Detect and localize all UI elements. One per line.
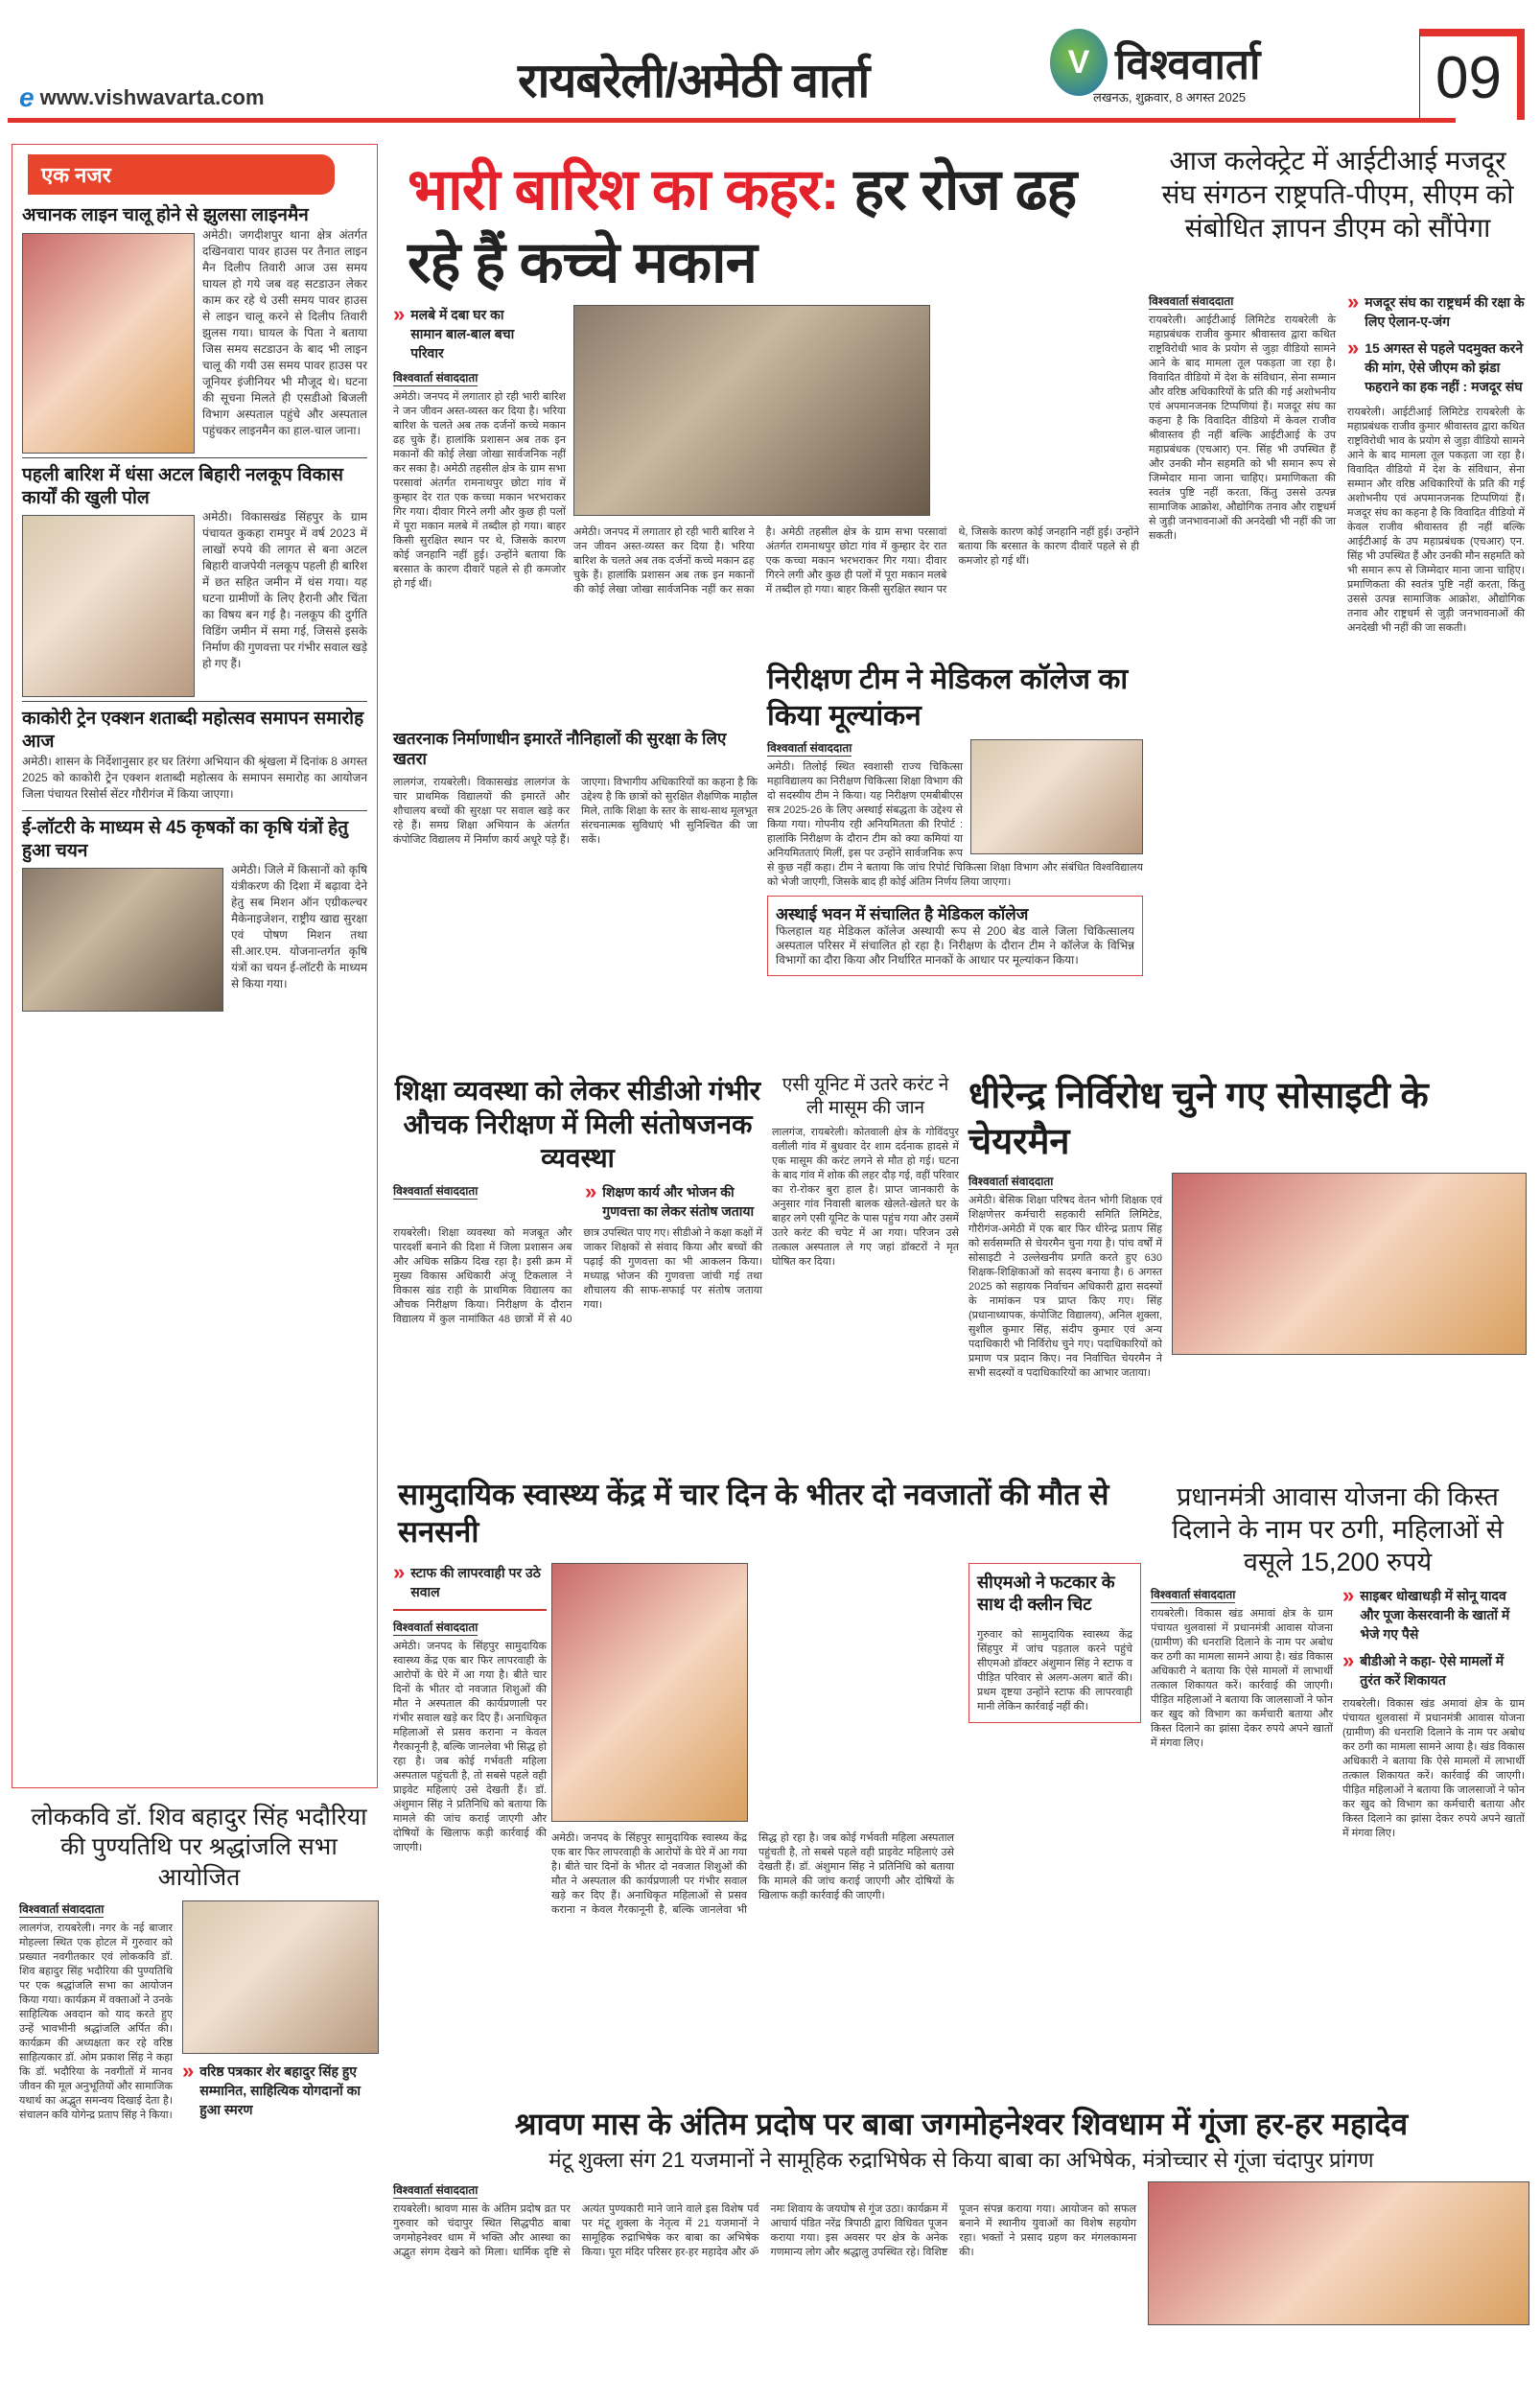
byline: विश्ववार्ता संवाददाता bbox=[19, 1901, 105, 1916]
society-headline: धीरेन्द्र निर्विरोध चुने गए सोसाइटी के चेयरमैन bbox=[968, 1076, 1429, 1162]
inset-title: अस्थाई भवन में संचालित है मेडिकल कॉलेज bbox=[776, 905, 1029, 923]
bullet-text: वरिष्ठ पत्रकार शेर बहादुर सिंह हुए सम्मानित, साहित्यिक योगदानों का हुआ स्मरण bbox=[199, 2063, 362, 2117]
website-url[interactable]: e www.vishwavarta.com bbox=[19, 82, 265, 112]
education-headline: शिक्षा व्यवस्था को लेकर सीडीओ गंभीर औचक निरीक्षण में मिली संतोषजनक व्यवस्था bbox=[394, 1076, 761, 1173]
news-photo bbox=[22, 233, 195, 454]
construction-headline: खतरनाक निर्माणाधीन इमारतें नौनिहालों की सुरक्षा के लिए खतरा bbox=[393, 730, 727, 769]
medical-section bbox=[767, 662, 1143, 976]
poet-headline: लोककवि डॉ. शिव बहादुर सिंह भदौरिया की पुण्यतिथि पर श्रद्धांजलि सभा आयोजित bbox=[31, 1804, 367, 1891]
issue-date: लखनऊ, शुक्रवार, 8 अगस्त 2025 bbox=[1093, 90, 1247, 105]
pmay-section bbox=[1151, 1481, 1525, 1841]
education-section bbox=[393, 1074, 762, 1327]
society-photo bbox=[1172, 1173, 1527, 1355]
sidebar-item bbox=[22, 701, 367, 803]
medical-body: अमेठी। तिलोई स्थित स्वशासी राज्य चिकित्सा महाविद्यालय का निरीक्षण चिकित्सा शिक्षा विभाग की दो सदस्यीय टीम ने किया। यह निरीक्षण एमबीबीएस सत्र 2025-26 के लिए अस्थाई संबद्धता के उद्देश्य से किया गया। गोपनीय रही अनियमितता की रिपोर्ट : हालांकि निरीक्षण के दौरान टीम को क्या कमियां या अनियमितताएं मिलीं, इस पर उन्होंने सार्वजनिक रूप से कुछ नहीं कहा। टीम ने बताया कि जांच रिपोर्ट चिकित्सा शिक्षा विभाग और संबंधित विश्वविद्यालय को भेजी जाएगी, जिसके बाद ही कोई अंतिम निर्णय लिया जाएगा। bbox=[767, 761, 1143, 888]
chevron-icon: » bbox=[1347, 290, 1360, 314]
iti-article bbox=[1149, 292, 1336, 544]
iti-headline: आज कलेक्ट्रेट में आईटीआई मजदूर संघ संगठन राष्ट्रपति-पीएम, सीएम को संबोधित ज्ञापन डीएम को सौंपेगा bbox=[1161, 146, 1514, 243]
medical-headline: निरीक्षण टीम ने मेडिकल कॉलेज का किया मूल्यांकन bbox=[767, 664, 1129, 732]
chevron-icon: » bbox=[585, 1179, 597, 1203]
ac-headline: एसी यूनिट में उतरे करंट ने ली मासूम की जान bbox=[782, 1075, 949, 1118]
medical-article bbox=[767, 739, 1143, 890]
iti-body-continued: रायबरेली। आईटीआई लिमिटेड रायबरेली के महाप्रबंधक राजीव कुमार श्रीवास्तव द्वारा कथित राष्ट्रविरोधी भाव के प्रयोग से जुड़ा वीडियो सामने आने के बाद मामला तूल पकड़ता जा रहा है। विवादित वीडियो में देश के संविधान, सेना सम्मान और वरिष्ठ अधिकारियों के प्रति की गई अशोभनीय एवं अपमानजनक टिप्पणियां हैं। मजदूर संघ का कहना है कि विवादित वीडियो में केवल राजीव श्रीवास्तव ही नहीं बल्कि आईटीआई के उप महाप्रबंधक (एचआर) एन. सिंह भी उपस्थित हैं और उनकी मौन सहमति को भी समान रूप से जिम्मेदार माना जाना चाहिए। प्रमाणिकता की स्वतंत्र पुष्टि नहीं करता, किंतु उससे उत्पन्न सामाजिक आक्रोश, औद्योगिक तनाव और राष्ट्रधर्म से जुड़ी जनभावनाओं की अनदेखी भी नहीं की जा सकती। bbox=[1347, 407, 1525, 634]
chevron-icon: » bbox=[1342, 1648, 1355, 1673]
lead-body: अमेठी। जनपद में लगातार हो रही भारी बारिश ने जन जीवन अस्त-व्यस्त कर दिया है। भरिया बारिश के चलते अब तक दर्जनों कच्चे मकान ढह चुके हैं। हालांकि प्रशासन अब तक इन मकानों की कोई लेखा जोखा सार्वजनिक नहीं कर सका है। अमेठी तहसील क्षेत्र के ग्राम सभा परसावां अंतर्गत रामनाथपुर छोटा गांव में कुम्हार देर रात एक कच्चा मकान भरभराकर गिर गया। दीवार गिरने लगी और कुछ ही पलों में पूरा मकान मलबे में तब्दील हो गया। बाहर किसी सुरक्षित स्थान पर थे, जिसके कारण कोई जनहानि नहीं हुई। उन्होंने बताया कि बरसात के कारण दीवारें पहले से ही कमजोर हो गई थीं। bbox=[393, 391, 566, 590]
byline: विश्ववार्ता संवाददाता bbox=[1151, 1588, 1236, 1602]
brand-name: विश्ववार्ता bbox=[1115, 41, 1261, 88]
bullet-text: बीडीओ ने कहा- ऐसे मामलों में तुरंत करें शिकायत bbox=[1360, 1653, 1505, 1689]
ek-nazar-sidebar bbox=[12, 144, 378, 1788]
browser-icon: e bbox=[19, 82, 35, 112]
lead-bullet bbox=[393, 302, 537, 362]
cmo-inset bbox=[968, 1563, 1141, 1723]
bullet-text: शिक्षण कार्य और भोजन की गुणवत्ता का लेकर संतोष जताया bbox=[602, 1184, 755, 1219]
society-article bbox=[968, 1173, 1527, 1381]
poet-body: लालगंज, रायबरेली। नगर के नई बाजार मोहल्ला स्थित एक होटल में गुरुवार को प्रख्यात नवगीतकार एवं लोककवि डॉ. शिव बहादुर सिंह भदौरिया की पुण्यतिथि पर एक श्रद्धांजलि सभा का आयोजन किया गया। कार्यक्रम में वक्ताओं ने उनके साहित्यिक अवदान को याद करते हुए उन्हें भावभीनी श्रद्धांजलि अर्पित की। कार्यक्रम की अध्यक्षता कर रहे वरिष्ठ साहित्यकार डॉ. ओम प्रकाश सिंह ने कहा कि डॉ. भदौरिया के नवगीतों में मानव जीवन की मूल अनुभूतियों और सामाजिक यथार्थ का अद्भुत समन्वय दिखाई देता है। संचालन कवि योगेन्द्र प्रताप सिंह ने किया। bbox=[19, 1922, 173, 2121]
lead-continued bbox=[573, 525, 1139, 597]
chc-article bbox=[393, 1560, 547, 1855]
chevron-icon: » bbox=[1342, 1583, 1355, 1608]
chc-continued bbox=[551, 1831, 954, 1918]
bullet-text: मजदूर संघ का राष्ट्रधर्म की रक्षा के लिए ऐलान-ए-जंग bbox=[1365, 294, 1525, 329]
society-section bbox=[968, 1074, 1527, 1381]
iti-bullet bbox=[1347, 338, 1525, 396]
construction-body: लालगंज, रायबरेली। विकासखंड लालगंज के चार प्राथमिक विद्यालयों की इमारतें और शौचालय बच्चों की सुरक्षा पर सवाल खड़े कर रहे हैं। समग्र शिक्षा अभियान के अंतर्गत कंपोजिट विद्यालय में निर्माण कार्य अधूरे पड़े हैं। जाएगा। विभागीय अधिकारियों का कहना है कि उद्देश्य है कि छात्रों को सुरक्षित शैक्षणिक माहौल मिले, ताकि शिक्षा के स्तर के साथ-साथ मूलभूत संरचनात्मक सुविधाएं भी सुनिश्चित की जा सकें। bbox=[393, 776, 758, 846]
section-title: रायबरेली/अमेठी वार्ता bbox=[518, 54, 870, 107]
shravan-body: रायबरेली। श्रावण मास के अंतिम प्रदोष व्रत पर गुरुवार को चंदापुर स्थित सिद्धपीठ बाबा जगमोहनेश्वर धाम में भक्ति और आस्था का अद्भुत संगम देखने को मिला। धार्मिक दृष्टि से अत्यंत पुण्यकारी माने जाने वाले इस विशेष पर्व पर मंटू शुक्ला के नेतृत्व में 21 यजमानों ने सामूहिक रुद्राभिषेक कर बाबा का अभिषेक किया। पूरा मंदिर परिसर हर-हर महादेव और ॐ नमः शिवाय के जयघोष से गूंज उठा। कार्यक्रम में आचार्य पंडित नरेंद्र त्रिपाठी द्वारा विधिवत पूजन कराया गया। इस अवसर पर क्षेत्र के अनेक गणमान्य लोग और श्रद्धालु उपस्थित रहे। विशिष्ट पूजन संपन्न कराया गया। आयोजन को सफल बनाने में स्थानीय युवाओं का विशेष सहयोग रहा। भक्तों ने प्रसाद ग्रहण कर मंगलकामना की। bbox=[393, 2203, 1136, 2258]
sidebar-item-body: अमेठी। विकासखंड सिंहपुर के ग्राम पंचायत कुकहा रामपुर में वर्ष 2023 में लाखों रुपये की लागत से बना अटल बिहारी वाजपेयी नलकूप पहली ही बारिश में छत सहित जमीन में धंस गया। यह घटना ग्रामीणों के लिए हैरानी और चिंता का विषय बन गई है। नलकूप की दुर्गति विडिंग जमीन में समा गई, जिससे इसके निर्माण की गुणवत्ता पर गंभीर सवाल खड़े हो गए हैं। bbox=[202, 510, 367, 671]
chevron-icon: » bbox=[1347, 336, 1360, 360]
sidebar-tag: एक नजर bbox=[28, 154, 335, 195]
byline: विश्ववार्ता संवाददाता bbox=[393, 1184, 478, 1198]
lead-body-continued: अमेठी। जनपद में लगातार हो रही भारी बारिश ने जन जीवन अस्त-व्यस्त कर दिया है। भरिया बारिश के चलते अब तक दर्जनों कच्चे मकान ढह चुके हैं। हालांकि प्रशासन अब तक इन मकानों की कोई लेखा जोखा सार्वजनिक नहीं कर सका है। अमेठी तहसील क्षेत्र के ग्राम सभा परसावां अंतर्गत रामनाथपुर छोटा गांव में कुम्हार देर रात एक कच्चा मकान भरभराकर गिर गया। दीवार गिरने लगी और कुछ ही पलों में पूरा मकान मलबे में तब्दील हो गया। बाहर किसी सुरक्षित स्थान पर थे, जिसके कारण कोई जनहानि नहीं हुई। उन्होंने बताया कि बरसात के कारण दीवारें पहले से ही कमजोर हो गई थीं। bbox=[573, 526, 1139, 595]
chc-bullet bbox=[393, 1560, 547, 1601]
inset-body: फिलहाल यह मेडिकल कॉलेज अस्थायी रूप से 200 बेड वाले जिला चिकित्सालय अस्पताल परिसर में संचालित हो रहा है। निरीक्षण के दौरान टीम ने कॉलेज के विभिन्न विभागों का दौरा किया और निर्धारित मानकों के आधार पर मूल्यांकन किया। bbox=[776, 924, 1134, 967]
society-body: अमेठी। बेसिक शिक्षा परिषद वेतन भोगी शिक्षक एवं शिक्षणेत्तर कर्मचारी सहकारी समिति लिमिटेड, गौरीगंज-अमेठी में एक बार फिर धीरेन्द्र प्रताप सिंह को सर्वसम्मति से चेयरमैन चुना गया है। पांच वर्षों में सोसाइटी ने उल्लेखनीय प्रगति करते हुए 630 शिक्षक-शिक्षिकाओं को सदस्य बनाया है। 6 अगस्त 2025 को सहायक निर्वाचन अधिकारी द्वारा सदस्यों के नामांकन पत्र प्राप्त किए गए। सिंह (प्रधानाध्यापक, कंपोजिट विद्यालय), अनिल शुक्ला, सुशील कुमार सिंह, संदीप कुमार एवं अन्य पदाधिकारी भी निर्विरोध चुने गए। पदाधिकारियों को प्रमाण पत्र प्रदान किए। नव निर्वाचित चेयरमैन ने सभी सदस्यों व पदाधिकारियों का आभार जताया। bbox=[968, 1195, 1162, 1379]
bullet-text: 15 अगस्त से पहले पदमुक्त करने की मांग, ऐसे जीएम को झंडा फहराने का हक नहीं : मजदूर संघ bbox=[1365, 340, 1524, 394]
byline: विश्ववार्ता संवाददाता bbox=[393, 2182, 478, 2197]
sidebar-item-title: ई-लॉटरी के माध्यम से 45 कृषकों का कृषि यंत्रों हेतु हुआ चयन bbox=[22, 817, 349, 861]
iti-body: रायबरेली। आईटीआई लिमिटेड रायबरेली के महाप्रबंधक राजीव कुमार श्रीवास्तव द्वारा कथित राष्ट्रविरोधी भाव के प्रयोग से जुड़ा वीडियो सामने आने के बाद मामला तूल पकड़ता जा रहा है। विवादित वीडियो में देश के संविधान, सेना सम्मान और वरिष्ठ अधिकारियों के प्रति की गई अशोभनीय एवं अपमानजनक टिप्पणियां हैं। मजदूर संघ का कहना है कि विवादित वीडियो में केवल राजीव श्रीवास्तव ही नहीं बल्कि आईटीआई के उप महाप्रबंधक (एचआर) एन. सिंह भी उपस्थित हैं और उनकी मौन सहमति को भी समान रूप से जिम्मेदार माना जाना चाहिए। प्रमाणिकता की स्वतंत्र पुष्टि नहीं करता, किंतु उससे उत्पन्न सामाजिक आक्रोश, औद्योगिक तनाव और राष्ट्रधर्म से जुड़ी जनभावनाओं की अनदेखी भी नहीं की जा सकती। bbox=[1149, 315, 1336, 542]
news-photo bbox=[22, 515, 195, 697]
sidebar-item-title: अचानक लाइन चालू होने से झुलसा लाइनमैन bbox=[22, 205, 309, 225]
bullet-text: साइबर धोखाधड़ी में सोनू यादव और पूजा केसरवानी के खातों में भेजे गए पैसे bbox=[1360, 1588, 1510, 1643]
chc-headline: सामुदायिक स्वास्थ्य केंद्र में चार दिन के भीतर दो नवजातों की मौत से सनसनी bbox=[398, 1478, 1109, 1549]
header-divider bbox=[8, 118, 1456, 123]
sidebar-item-body: अमेठी। जिले में किसानों को कृषि यंत्रीकरण की दिशा में बढ़ावा देने हेतु सब मिशन ऑन एग्रीकल्चर मैकेनाइजेशन, राष्ट्रीय खाद्य सुरक्षा एवं पोषण मिशन तथा सी.आर.एम. योजनान्तर्गत कृषि यंत्रों का चयन ई-लॉटरी के माध्यम से किया गया। bbox=[231, 863, 367, 991]
news-photo bbox=[22, 868, 223, 1012]
pmay-bullet bbox=[1342, 1648, 1525, 1690]
shravan-subheadline: मंटू शुक्ला संग 21 यजमानों ने सामूहिक रुद्राभिषेक से किया बाबा का अभिषेक, मंत्रोच्चार से गूंजा चंदापुर प्रांगण bbox=[548, 2148, 1374, 2172]
lead-article bbox=[393, 369, 566, 592]
lead-headline-black: हर रोज ढह रहे हैं कच्चे मकान bbox=[408, 157, 1077, 294]
lead-headline-red: भारी बारिश का कहर: bbox=[408, 157, 839, 221]
chc-body: अमेठी। जनपद के सिंहपुर सामुदायिक स्वास्थ्य केंद्र एक बार फिर लापरवाही के आरोपों के घेरे में आ गया है। बीते चार दिनों के भीतर दो नवजात शिशुओं की मौत ने अस्पताल की कार्यप्रणाली पर गंभीर सवाल खड़े कर दिए हैं। अनाधिकृत महिलाओं से प्रसव कराना न केवल गैरकानूनी है, बल्कि जानलेवा भी सिद्ध हो रहा है। जब कोई गर्भवती महिला अस्पताल पहुंचती है, तो सबसे पहले वही प्राइवेट महिलाएं उसे देखती हैं। डॉ. अंशुमान सिंह ने प्रतिनिधि को बताया कि मामले की जांच कराई जाएगी और दोषियों के खिलाफ कड़ी कार्रवाई की जाएगी। bbox=[393, 1641, 547, 1853]
page-number: 09 bbox=[1419, 29, 1525, 120]
sidebar-item bbox=[22, 457, 367, 673]
sidebar-item bbox=[22, 810, 367, 993]
byline: विश्ववार्ता संवाददाता bbox=[767, 741, 852, 755]
byline: विश्ववार्ता संवाददाता bbox=[393, 1620, 478, 1634]
iti-bullet bbox=[1347, 292, 1525, 331]
sidebar-item-title: पहली बारिश में धंसा अटल बिहारी नलकूप विकास कार्यों की खुली पोल bbox=[22, 464, 343, 508]
sidebar-item-body: अमेठी। शासन के निर्देशानुसार हर घर तिरंगा अभियान की श्रृंखला में दिनांक 8 अगस्त 2025 को काकोरी ट्रेन एक्शन शताब्दी महोत्सव के समापन समारोह का आयोजन जिला पंचायत रिसोर्स सेंटर गौरीगंज में किया जाएगा। bbox=[22, 754, 367, 801]
lead-photo bbox=[573, 305, 930, 516]
shravan-section bbox=[393, 2105, 1529, 2325]
inset-title: सीएमओ ने फटकार के साथ दी क्लीन चिट bbox=[977, 1573, 1115, 1614]
poet-article bbox=[19, 1900, 173, 2123]
pmay-headline: प्रधानमंत्री आवास योजना की किस्त दिलाने के नाम पर ठगी, महिलाओं से वसूले 15,200 रुपये bbox=[1172, 1482, 1504, 1576]
chc-body-continued: अमेठी। जनपद के सिंहपुर सामुदायिक स्वास्थ्य केंद्र एक बार फिर लापरवाही के आरोपों के घेरे में आ गया है। बीते चार दिनों के भीतर दो नवजात शिशुओं की मौत ने अस्पताल की कार्यप्रणाली पर गंभीर सवाल खड़े कर दिए हैं। अनाधिकृत महिलाओं से प्रसव कराना न केवल गैरकानूनी है, बल्कि जानलेवा भी सिद्ध हो रहा है। जब कोई गर्भवती महिला अस्पताल पहुंचती है, तो सबसे पहले वही प्राइवेट महिलाएं उसे देखती हैं। डॉ. अंशुमान सिंह ने प्रतिनिधि को बताया कि मामले की जांच कराई जाएगी और दोषियों के खिलाफ कड़ी कार्रवाई की जाएगी। bbox=[551, 1832, 954, 1916]
sidebar-item-title: काकोरी ट्रेन एक्शन शताब्दी महोत्सव समापन समारोह आज bbox=[22, 709, 364, 752]
shravan-headline: श्रावण मास के अंतिम प्रदोष पर बाबा जगमोहनेश्वर शिवधाम में गूंजा हर-हर महादेव bbox=[514, 2107, 1409, 2141]
poet-photo bbox=[182, 1900, 379, 2054]
medical-photo bbox=[970, 739, 1143, 854]
brand-logo bbox=[1050, 29, 1260, 96]
ac-article bbox=[772, 1074, 959, 1270]
bullet-text: स्टाफ की लापरवाही पर उठे सवाल bbox=[410, 1565, 541, 1599]
lead-headline-text bbox=[408, 157, 1076, 294]
pmay-body: रायबरेली। विकास खंड अमावां क्षेत्र के ग्राम पंचायत थुलवासां में प्रधानमंत्री आवास योजना (ग्रामीण) की धनराशि दिलाने के नाम पर अबोध कर ठगी का मामला सामने आया है। खंड विकास अधिकारी ने बताया कि ऐसे मामलों में लाभार्थी तत्काल शिकायत करें। कार्रवाई की जाएगी। पीड़ित महिलाओं ने बताया कि जालसाजों ने फोन कर खुद को विभाग का कर्मचारी बताया और किस्त दिलाने का झांसा देकर रुपये अपने खातों में मंगवा लिए। bbox=[1151, 1608, 1333, 1750]
bullet-text: मलबे में दबा घर का सामान बाल-बाल बचा परिवार bbox=[410, 307, 515, 361]
poet-bullet bbox=[182, 2058, 379, 2119]
medical-inset bbox=[767, 896, 1143, 976]
ac-body: लालगंज, रायबरेली। कोतवाली क्षेत्र के गोविंदपुर वलीली गांव में बुधवार देर शाम दर्दनाक हादसे में एक मासूम की करंट लगने से मौत हो गई। घटना के बाद गांव में शोक की लहर दौड़ गई, वहीं परिवार का रो-रोकर बुरा हाल है। प्राप्त जानकारी के अनुसार गांव निवासी बालक खेलते-खेलते घर के बाहर लगे एसी यूनिट के पास पहुंच गया और उसमें उतरे करंट की चपेट में आ गया। परिजन उसे तत्काल अस्पताल ले गए जहां डॉक्टरों ने मृत घोषित कर दिया। bbox=[772, 1126, 959, 1268]
iti-bullets bbox=[1347, 292, 1525, 636]
lead-headline bbox=[408, 153, 1136, 299]
pmay-body-continued: रायबरेली। विकास खंड अमावां क्षेत्र के ग्राम पंचायत थुलवासां में प्रधानमंत्री आवास योजना (ग्रामीण) की धनराशि दिलाने के नाम पर अबोध कर ठगी का मामला सामने आया है। खंड विकास अधिकारी ने बताया कि ऐसे मामलों में लाभार्थी तत्काल शिकायत करें। कार्रवाई की जाएगी। पीड़ित महिलाओं ने बताया कि जालसाजों ने फोन कर खुद को विभाग का कर्मचारी बताया और किस्त दिलाने का झांसा देकर रुपये अपने खातों में मंगवा लिए। bbox=[1342, 1698, 1525, 1840]
chevron-icon: » bbox=[393, 1560, 406, 1584]
byline: विश्ववार्ता संवाददाता bbox=[393, 371, 478, 385]
byline: विश्ववार्ता संवाददाता bbox=[968, 1175, 1054, 1188]
poet-section bbox=[19, 1803, 379, 2123]
pmay-bullets bbox=[1342, 1583, 1525, 1841]
shravan-article bbox=[393, 2181, 1136, 2325]
chevron-icon: » bbox=[182, 2058, 195, 2083]
divider bbox=[393, 1609, 547, 1611]
inset-body: गुरुवार को सामुदायिक स्वास्थ्य केंद्र सिंहपुर में जांच पड़ताल करने पहुंचे सीएमओ डॉक्टर अंशुमान सिंह ने स्टाफ व पीड़ित परिवार से अलग-अलग बातें की। प्रथम दृष्टया उन्होंने स्टाफ की लापरवाही मानी लेकिन कार्रवाई नहीं की। bbox=[977, 1629, 1132, 1713]
chevron-icon: » bbox=[393, 302, 406, 326]
shravan-photo bbox=[1148, 2181, 1529, 2325]
byline: विश्ववार्ता संवाददाता bbox=[1149, 294, 1234, 308]
sidebar-item-body: अमेठी। जगदीशपुर थाना क्षेत्र अंतर्गत दखिनवारा पावर हाउस पर तैनात लाइन मैन दिलीप तिवारी आज उस समय घायल हो गये जब वह सटडाउन लेकर काम कर रहे थे उसी समय पावर हाउस से लाइन चालू करने से दिलीप तिवारी झुलस गया। घायल के पिता ने बताया जिस समय सटडाउन के बाद भी लाइन चालू की गयी उस समय पावर हाउस पर जूनियर इंजीनियर भी मौजूद थे। घटना की सूचना मिलते ही एसडीओ बिजली विभाग अस्पताल पहुंचे और अस्पताल पहुंचकर लाइनमैन का हाल-चाल जाना। bbox=[202, 227, 367, 437]
pmay-article bbox=[1151, 1586, 1333, 1841]
globe-logo-icon: V bbox=[1050, 29, 1108, 96]
sidebar-item bbox=[22, 204, 367, 439]
education-body: रायबरेली। शिक्षा व्यवस्था को मजबूत और पारदर्शी बनाने की दिशा में जिला प्रशासन अब और अधिक सक्रिय दिख रहा है। इसी क्रम में मुख्य विकास अधिकारी अंजू टिकलाल ने विकास खंड राही के प्राथमिक विद्यालय का औचक निरीक्षण किया। निरीक्षण के दौरान विद्यालय में कुल नामांकित 48 छात्रों में से 40 छात्र उपस्थित पाए गए। सीडीओ ने कक्षा कक्षों में जाकर शिक्षकों से संवाद किया और बच्चों की पढ़ाई की गुणवत्ता का भी आकलन किया। मध्याह्न भोजन की गुणवत्ता जांची गई तथा शौचालय की साफ-सफाई पर संतोष जताया गया। bbox=[393, 1227, 763, 1325]
education-bullet bbox=[585, 1179, 758, 1221]
chc-photo bbox=[551, 1563, 748, 1822]
pmay-bullet bbox=[1342, 1583, 1525, 1643]
construction-article bbox=[393, 729, 758, 848]
